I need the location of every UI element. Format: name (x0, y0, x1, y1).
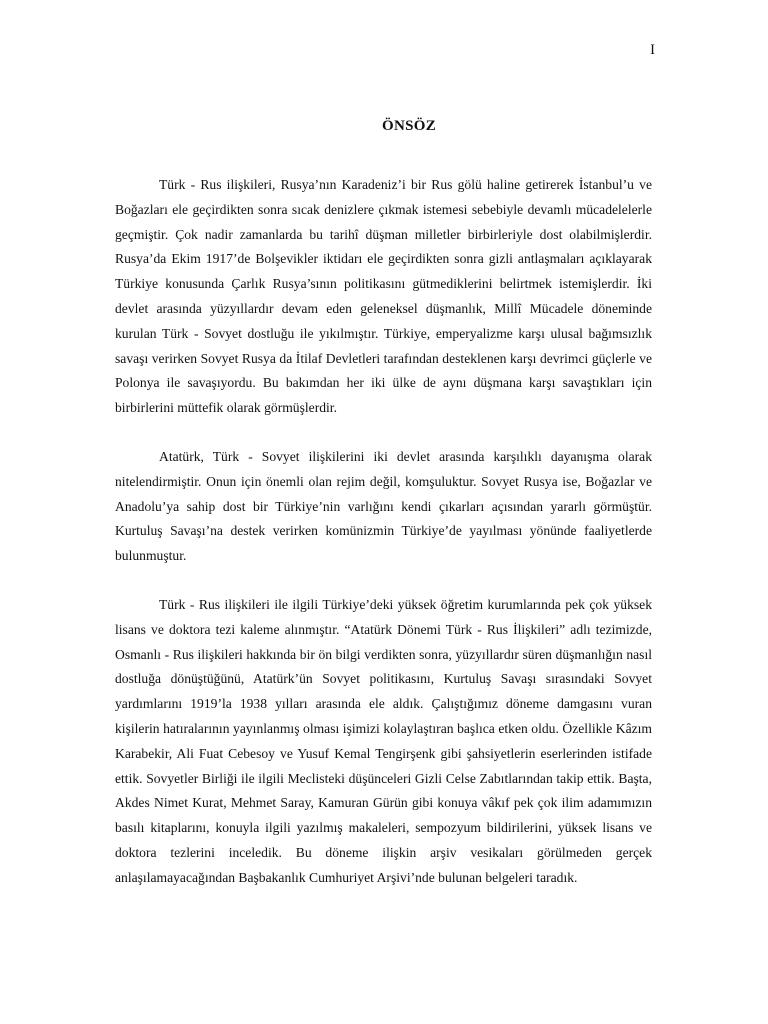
paragraph-3: Türk - Rus ilişkileri ile ilgili Türkiye’deki yüksek öğretim kurumlarında pek çok yüksek lisans ve doktora tezi kaleme alınmıştır. “Atatürk Dönemi Türk - Rus İlişkileri” adlı tezimizde, Osmanlı - Rus ilişkileri hakkında bir ön bilgi verdikten sonra, yüzyıllardır süren düşmanlığın nasıl dostluğa dönüştüğünü, Atatürk’ün Sovyet politikasını, Kurtuluş Savaşı sırasındaki Sovyet yardımlarını 1919’la 1938 yılları arasında ele aldık. Çalıştığımız döneme damgasını vuran kişilerin hatıralarının yayınlanmış olması işimizi kolaylaştıran başlıca etken oldu. Özellikle Kâzım Karabekir, Ali Fuat Cebesoy ve Yusuf Kemal Tengirşenk gibi şahsiyetlerin eserlerinden istifade ettik. Sovyetler Birliği ile ilgili Meclisteki düşünceleri Gizli Celse Zabıtlarından takip ettik. Başta, Akdes Nimet Kurat, Mehmet Saray, Kamuran Gürün gibi konuya vâkıf pek çok ilim adamımızın basılı kitaplarını, konuyla ilgili yazılmış makaleleri, sempozyum bildirilerini, yüksek lisans ve doktora tezlerini inceledik. Bu döneme ilişkin arşiv vesikaları görülmeden gerçek anlaşılamayacağından Başbakanlık Cumhuriyet Arşivi’nde bulunan belgeleri taradık. (115, 596, 652, 885)
body-text (115, 173, 652, 915)
paragraph-2: Atatürk, Türk - Sovyet ilişkilerini iki devlet arasında karşılıklı dayanışma olarak nitelendirmiştir. Onun için önemli olan rejim değil, komşuluktur. Sovyet Rusya ise, Boğazlar ve Anadolu’ya sahip dost bir Türkiye’nin varlığını kendi çıkarları açısından yararlı görmüştür. Kurtuluş Savaşı’na destek verirken komünizmin Türkiye’de yayılması yönünde faaliyetlerde bulunmuştur. (115, 448, 652, 564)
page-title: ÖNSÖZ (381, 118, 436, 134)
page-number: I (650, 42, 655, 58)
paragraph-1: Türk - Rus ilişkileri, Rusya’nın Karadeniz’i bir Rus gölü haline getirerek İstanbul’u ve Boğazları ele geçirdikten sonra sıcak denizlere çıkmak istemesi sebebiyle devamlı mücadelelerle geçmiştir. Çok nadir zamanlarda bu tarihî düşman milletler birbirleriyle dost olabilmişlerdir. Rusya’da Ekim 1917’de Bolşevikler iktidarı ele geçirdikten sonra gizli antlaşmaları açıklayarak Türkiye konusunda Çarlık Rusya’sının politikasını gütmediklerini belirtmek istemişlerdir. İki devlet arasında yüzyıllardır devam eden geleneksel düşmanlık, Millî Mücadele döneminde kurulan Türk - Sovyet dostluğu ile yıkılmıştır. Türkiye, emperyalizme karşı ulusal bağımsızlık savaşı verirken Sovyet Rusya da İtilaf Devletleri tarafından desteklenen karşı devrimci güçlerle ve Polonya ile savaşıyordu. Bu bakımdan her iki ülke de aynı düşmana karşı savaştıkları için birbirlerini müttefik olarak görmüşlerdir. (115, 177, 652, 416)
